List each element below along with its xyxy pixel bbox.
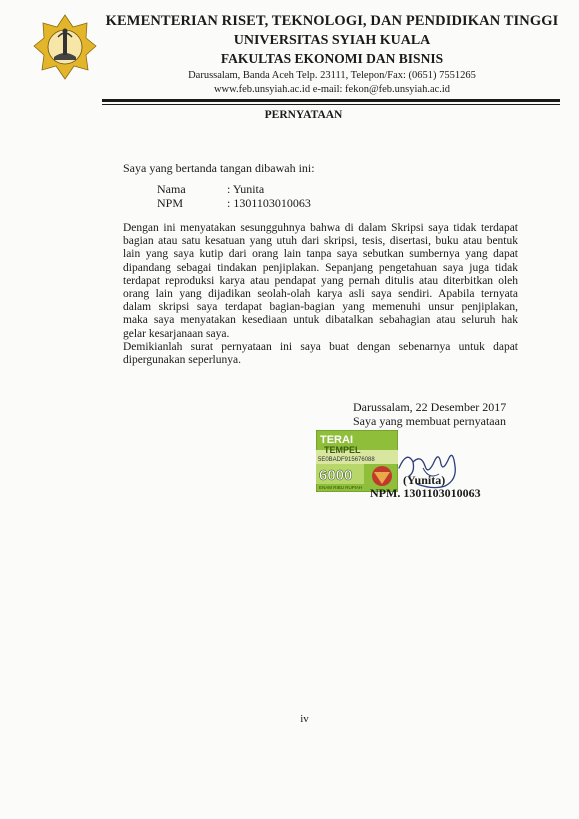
page-number: iv	[300, 713, 309, 725]
paragraph-line: bagian atau satu kesatuan yang utuh dari skripsi, tesis, disertasi, buku atau bentuk	[123, 235, 518, 248]
paragraph-line: dipandang sebagai tindakan penjiplakan. Sepanjang pengetahuan saya juga tidak	[123, 261, 518, 274]
statement-paragraph	[123, 222, 518, 367]
revenue-stamp	[316, 430, 398, 492]
document-title: PERNYATAAN	[264, 109, 343, 121]
field-label-name: Nama	[157, 182, 186, 196]
maker-label: Saya yang membuat pernyataan	[353, 414, 506, 428]
intro-line: Saya yang bertanda tangan dibawah ini:	[123, 161, 315, 175]
stamp-serial: 5E0BADF915676088	[318, 457, 375, 463]
paragraph-line: gelar kesarjanaan saya.	[123, 327, 230, 340]
field-value-name: : Yunita	[227, 182, 265, 196]
signer-name: (Yunita)	[403, 473, 446, 487]
university-logo	[32, 13, 98, 85]
paragraph-line: terdapat reproduksi karya atau pendapat yang pernah ditulis atau diterbitkan oleh	[123, 274, 518, 287]
stamp-footer: ENAM RIBU RUPIAH	[319, 485, 363, 490]
field-value-npm: : 1301103010063	[227, 196, 311, 210]
paragraph-line: maka saya menyatakan kesediaan untuk dibatalkan sebahagian atau seluruh hak	[123, 314, 518, 327]
header-rule-thin	[102, 104, 560, 105]
field-label-npm: NPM	[157, 196, 184, 210]
stamp-value: 6000	[319, 467, 353, 484]
place-date: Darussalam, 22 Desember 2017	[353, 400, 507, 414]
address: Darussalam, Banda Aceh Telp. 23111, Telepon/Fax: (0651) 7551265	[188, 70, 476, 81]
paragraph-line: dalam skripsi saya terdapat bagian-bagian yang memenuhi unsur penjiplakan,	[123, 301, 518, 314]
signer-npm: NPM. 1301103010063	[370, 486, 481, 500]
paragraph-line: Dengan ini menyatakan sesungguhnya bahwa di dalam Skripsi saya tidak terdapat	[123, 222, 518, 234]
paragraph-line: dipergunakan seperlunya.	[123, 354, 241, 367]
paragraph-line: lain yang saya kutip dari orang lain tanpa saya sebutkan sumbernya yang dapat	[123, 248, 518, 261]
paragraph-line: orang lain yang dijadikan seolah-olah karya asli saya sendiri. Apabila ternyata	[123, 288, 518, 301]
stamp-line1: TERAI	[320, 434, 353, 446]
stamp-line2: TEMPEL	[324, 445, 361, 455]
header-rule-thick	[102, 99, 560, 102]
university-name: UNIVERSITAS SYIAH KUALA	[233, 33, 431, 48]
ministry-name: KEMENTERIAN RISET, TEKNOLOGI, DAN PENDIDIKAN TINGGI	[105, 13, 559, 29]
website-email: www.feb.unsyiah.ac.id e-mail: fekon@feb.unsyiah.ac.id	[213, 84, 451, 95]
paragraph-line: Demikianlah surat pernyataan ini saya buat dengan sebenarnya untuk dapat	[123, 340, 518, 353]
faculty-name: FAKULTAS EKONOMI DAN BISNIS	[220, 51, 444, 66]
